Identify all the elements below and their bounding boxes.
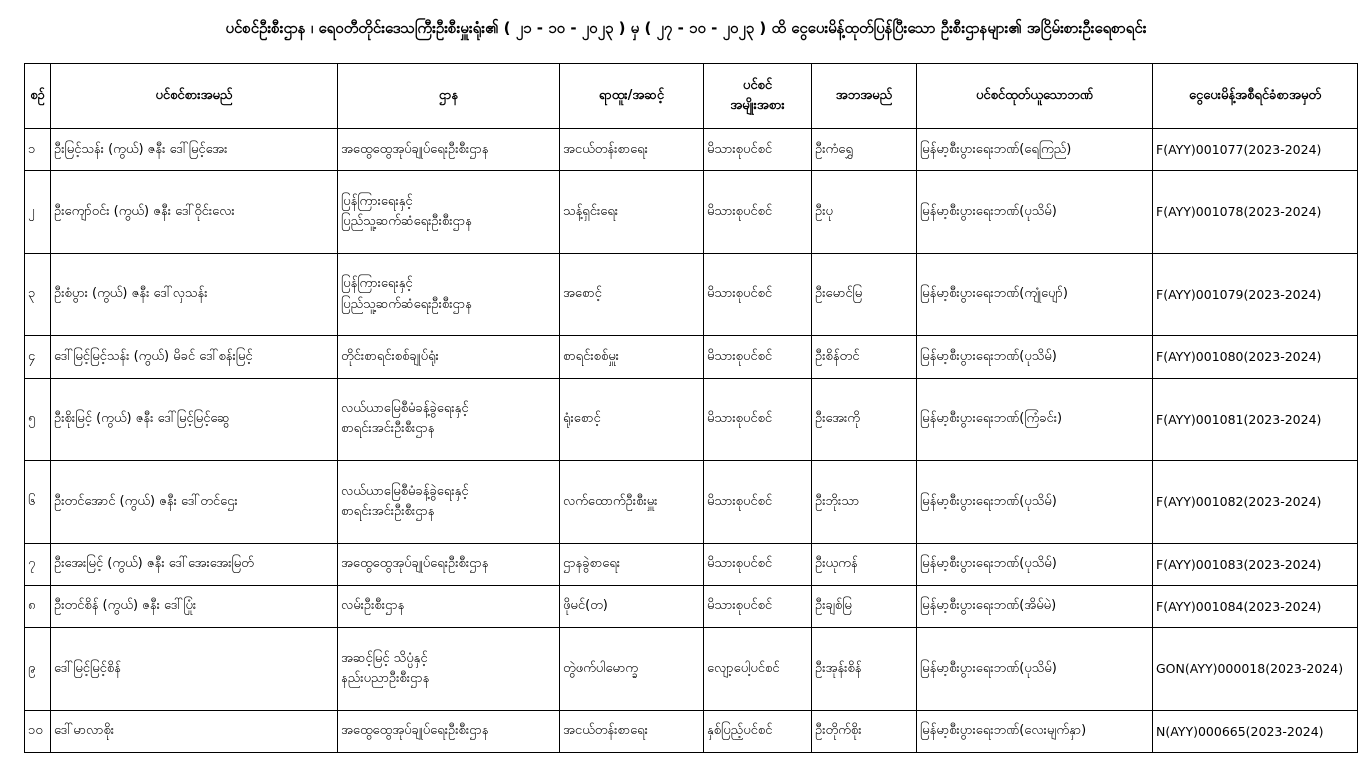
row-no: ၅ bbox=[25, 378, 51, 461]
row-name: ဒေါ်မြင့်မြင့်သန်း (ကွယ်) မိခင် ဒေါ်စန်းမြင့် bbox=[51, 336, 338, 378]
row-permit: F(AYY)001081(2023-2024) bbox=[1153, 378, 1358, 461]
row-father: ဦးအေးကို bbox=[812, 378, 917, 461]
row-bank: မြန်မာ့စီးပွားရေးဘဏ်(ကြံခင်း) bbox=[917, 378, 1153, 461]
row-dept-line1: အထွေထွေအုပ်ချုပ်ရေးဦးစီးဌာန bbox=[341, 141, 489, 157]
row-dept bbox=[338, 253, 560, 336]
table-row bbox=[25, 628, 1358, 711]
row-name: ဒေါ်မာလာစိုး bbox=[51, 710, 338, 752]
col-header-father: အဘအမည် bbox=[812, 64, 917, 129]
row-bank: မြန်မာ့စီးပွားရေးဘဏ်(ပုသိမ်) bbox=[917, 461, 1153, 544]
row-dept-line2: စာရင်းအင်းဦးစီးဌာန bbox=[341, 503, 435, 519]
row-dept-line1: တိုင်းစာရင်းစစ်ချုပ်ရုံး bbox=[341, 348, 439, 364]
row-dept-line1: လယ်ယာမြေစီမံခန့်ခွဲရေးနှင့် bbox=[341, 483, 469, 499]
row-dept bbox=[338, 543, 560, 585]
row-father: ဦးယုကန် bbox=[812, 543, 917, 585]
row-father: ဦးပု bbox=[812, 171, 917, 254]
document-title: ပင်စင်ဦးစီးဌာန ၊ ရေဝတီတိုင်းဒေသကြီးဦးစီးမှူးရုံး၏ ( ၂၁ - ၁၀ - ၂၀၂၃ ) မှ ( ၂၇ - ၁၀ - ၂၀၂၃ ) ထိ ငွေပေးမိန့်ထုတ်ပြန်ပြီးသော ဦးစီးဌာနများ၏ အငြိမ်းစားဦးရေစာရင်း bbox=[225, 19, 1147, 37]
col-header-dept: ဌာန bbox=[338, 64, 560, 129]
col-header-pension-type-line1: ပင်စင် bbox=[742, 77, 773, 93]
row-pension-type: နှစ်ပြည့်ပင်စင် bbox=[704, 710, 812, 752]
row-permit: F(AYY)001077(2023-2024) bbox=[1153, 129, 1358, 171]
row-dept-line1: လမ်းဦးစီးဌာန bbox=[341, 598, 405, 614]
row-dept-line2: ပြည်သူ့ဆက်ဆံရေးဦးစီးဌာန bbox=[341, 214, 472, 230]
row-no: ၉ bbox=[25, 628, 51, 711]
row-name: ဦးစံပွား (ကွယ်) ဇနီး ဒေါ်လှသန်း bbox=[51, 253, 338, 336]
row-rank: တွဲဖက်ပါမောက္ခ bbox=[560, 628, 704, 711]
row-permit: F(AYY)001080(2023-2024) bbox=[1153, 336, 1358, 378]
row-dept bbox=[338, 378, 560, 461]
row-no: ၁၀ bbox=[25, 710, 51, 752]
row-pension-type: မိသားစုပင်စင် bbox=[704, 129, 812, 171]
row-no: ၇ bbox=[25, 543, 51, 585]
row-pension-type: မိသားစုပင်စင် bbox=[704, 336, 812, 378]
row-no: ၄ bbox=[25, 336, 51, 378]
table-body bbox=[25, 129, 1358, 753]
row-rank: စာရင်းစစ်မှူး bbox=[560, 336, 704, 378]
table-row bbox=[25, 461, 1358, 544]
row-bank: မြန်မာ့စီးပွားရေးဘဏ်(အိမ်မဲ) bbox=[917, 585, 1153, 627]
row-no: ၃ bbox=[25, 253, 51, 336]
row-name: ဦးတင်အောင် (ကွယ်) ဇနီး ဒေါ်တင်ဌေး bbox=[51, 461, 338, 544]
row-permit: F(AYY)001084(2023-2024) bbox=[1153, 585, 1358, 627]
row-pension-type: မိသားစုပင်စင် bbox=[704, 585, 812, 627]
row-no: ၈ bbox=[25, 585, 51, 627]
table-row bbox=[25, 253, 1358, 336]
row-father: ဦးမောင်မြ bbox=[812, 253, 917, 336]
row-rank: ဌာနခွဲစာရေး bbox=[560, 543, 704, 585]
row-father: ဦးကံရွှေ bbox=[812, 129, 917, 171]
row-bank: မြန်မာ့စီးပွားရေးဘဏ်(ကျုံပျော်) bbox=[917, 253, 1153, 336]
row-pension-type: မိသားစုပင်စင် bbox=[704, 543, 812, 585]
table-row bbox=[25, 710, 1358, 752]
row-pension-type: မိသားစုပင်စင် bbox=[704, 461, 812, 544]
col-header-permit: ငွေပေးမိန့်အစီရင်ခံစာအမှတ် bbox=[1153, 64, 1358, 129]
row-pension-type: မိသားစုပင်စင် bbox=[704, 253, 812, 336]
row-father: ဦးအုန်းစိန် bbox=[812, 628, 917, 711]
row-dept-line1: လယ်ယာမြေစီမံခန့်ခွဲရေးနှင့် bbox=[341, 401, 469, 417]
row-dept bbox=[338, 585, 560, 627]
row-permit: F(AYY)001079(2023-2024) bbox=[1153, 253, 1358, 336]
pensioner-table bbox=[24, 63, 1358, 753]
row-father: ဦးတိုက်စိုး bbox=[812, 710, 917, 752]
row-name: ဦးမြင့်သန်း (ကွယ်) ဇနီး ဒေါ်မြင့်အေး bbox=[51, 129, 338, 171]
row-dept bbox=[338, 628, 560, 711]
col-header-rank: ရာထူး/အဆင့် bbox=[560, 64, 704, 129]
row-dept-line2: စာရင်းအင်းဦးစီးဌာန bbox=[341, 421, 435, 437]
row-bank: မြန်မာ့စီးပွားရေးဘဏ်(လေးမျက်နှာ) bbox=[917, 710, 1153, 752]
row-father: ဦးချစ်မြ bbox=[812, 585, 917, 627]
table-row bbox=[25, 378, 1358, 461]
row-pension-type: မိသားစုပင်စင် bbox=[704, 378, 812, 461]
row-no: ၆ bbox=[25, 461, 51, 544]
row-father: ဦးဘိုးသာ bbox=[812, 461, 917, 544]
table-row bbox=[25, 171, 1358, 254]
row-father: ဦးစိန်တင် bbox=[812, 336, 917, 378]
table-row bbox=[25, 543, 1358, 585]
row-dept-line1: ပြန်ကြားရေးနှင့် bbox=[341, 276, 413, 292]
row-bank: မြန်မာ့စီးပွားရေးဘဏ်(ပုသိမ်) bbox=[917, 336, 1153, 378]
row-dept-line2: ပြည်သူ့ဆက်ဆံရေးဦးစီးဌာန bbox=[341, 296, 472, 312]
row-no: ၁ bbox=[25, 129, 51, 171]
row-pension-type: မိသားစုပင်စင် bbox=[704, 171, 812, 254]
row-no: ၂ bbox=[25, 171, 51, 254]
row-dept-line2: နည်းပညာဦးစီးဌာန bbox=[341, 670, 430, 686]
row-dept bbox=[338, 171, 560, 254]
row-bank: မြန်မာ့စီးပွားရေးဘဏ်(ရေကြည်) bbox=[917, 129, 1153, 171]
row-rank: အငယ်တန်းစာရေး bbox=[560, 129, 704, 171]
row-permit: F(AYY)001078(2023-2024) bbox=[1153, 171, 1358, 254]
row-name: ဦးကျော်ဝင်း (ကွယ်) ဇနီး ဒေါ်ဝိုင်းလေး bbox=[51, 171, 338, 254]
row-permit: N(AYY)000665(2023-2024) bbox=[1153, 710, 1358, 752]
row-pension-type: လျော့ပေါ့ပင်စင် bbox=[704, 628, 812, 711]
col-header-bank: ပင်စင်ထုတ်ယူသောဘဏ် bbox=[917, 64, 1153, 129]
col-header-pension-type bbox=[704, 64, 812, 129]
row-name: ဦးအေးမြင့် (ကွယ်) ဇနီး ဒေါ်အေးအေးမြတ် bbox=[51, 543, 338, 585]
row-permit: F(AYY)001083(2023-2024) bbox=[1153, 543, 1358, 585]
row-bank: မြန်မာ့စီးပွားရေးဘဏ်(ပုသိမ်) bbox=[917, 628, 1153, 711]
row-dept-line1: အဆင့်မြင့် သိပ္ပံနှင့် bbox=[341, 650, 428, 666]
row-dept-line1: အထွေထွေအုပ်ချုပ်ရေးဦးစီးဌာန bbox=[341, 556, 489, 572]
row-permit: GON(AYY)000018(2023-2024) bbox=[1153, 628, 1358, 711]
col-header-name: ပင်စင်စားအမည် bbox=[51, 64, 338, 129]
row-rank: လက်ထောက်ဦးစီးမှူး bbox=[560, 461, 704, 544]
row-rank: အစောင့် bbox=[560, 253, 704, 336]
table-header-row bbox=[25, 64, 1358, 129]
row-dept bbox=[338, 710, 560, 752]
row-rank: ရုံးစောင့် bbox=[560, 378, 704, 461]
row-rank: ဖိုမင်(တ) bbox=[560, 585, 704, 627]
row-permit: F(AYY)001082(2023-2024) bbox=[1153, 461, 1358, 544]
col-header-no: စဉ် bbox=[25, 64, 51, 129]
table-row bbox=[25, 585, 1358, 627]
table-row bbox=[25, 129, 1358, 171]
row-rank: အငယ်တန်းစာရေး bbox=[560, 710, 704, 752]
row-dept-line1: အထွေထွေအုပ်ချုပ်ရေးဦးစီးဌာန bbox=[341, 723, 489, 739]
row-rank: သန့်ရှင်းရေး bbox=[560, 171, 704, 254]
col-header-pension-type-line2: အမျိုးအစား bbox=[730, 98, 785, 113]
row-dept-line1: ပြန်ကြားရေးနှင့် bbox=[341, 193, 413, 209]
row-name: ဒေါ်မြင့်မြင့်စိန် bbox=[51, 628, 338, 711]
row-dept bbox=[338, 129, 560, 171]
row-name: ဦးစိုးမြင့် (ကွယ်) ဇနီး ဒေါ်မြင့်မြင့်ဆွေ bbox=[51, 378, 338, 461]
row-bank: မြန်မာ့စီးပွားရေးဘဏ်(ပုသိမ်) bbox=[917, 171, 1153, 254]
table-row bbox=[25, 336, 1358, 378]
row-bank: မြန်မာ့စီးပွားရေးဘဏ်(ပုသိမ်) bbox=[917, 543, 1153, 585]
row-name: ဦးတင်စိန် (ကွယ်) ဇနီး ဒေါ်ပြုံး bbox=[51, 585, 338, 627]
row-dept bbox=[338, 336, 560, 378]
row-dept bbox=[338, 461, 560, 544]
